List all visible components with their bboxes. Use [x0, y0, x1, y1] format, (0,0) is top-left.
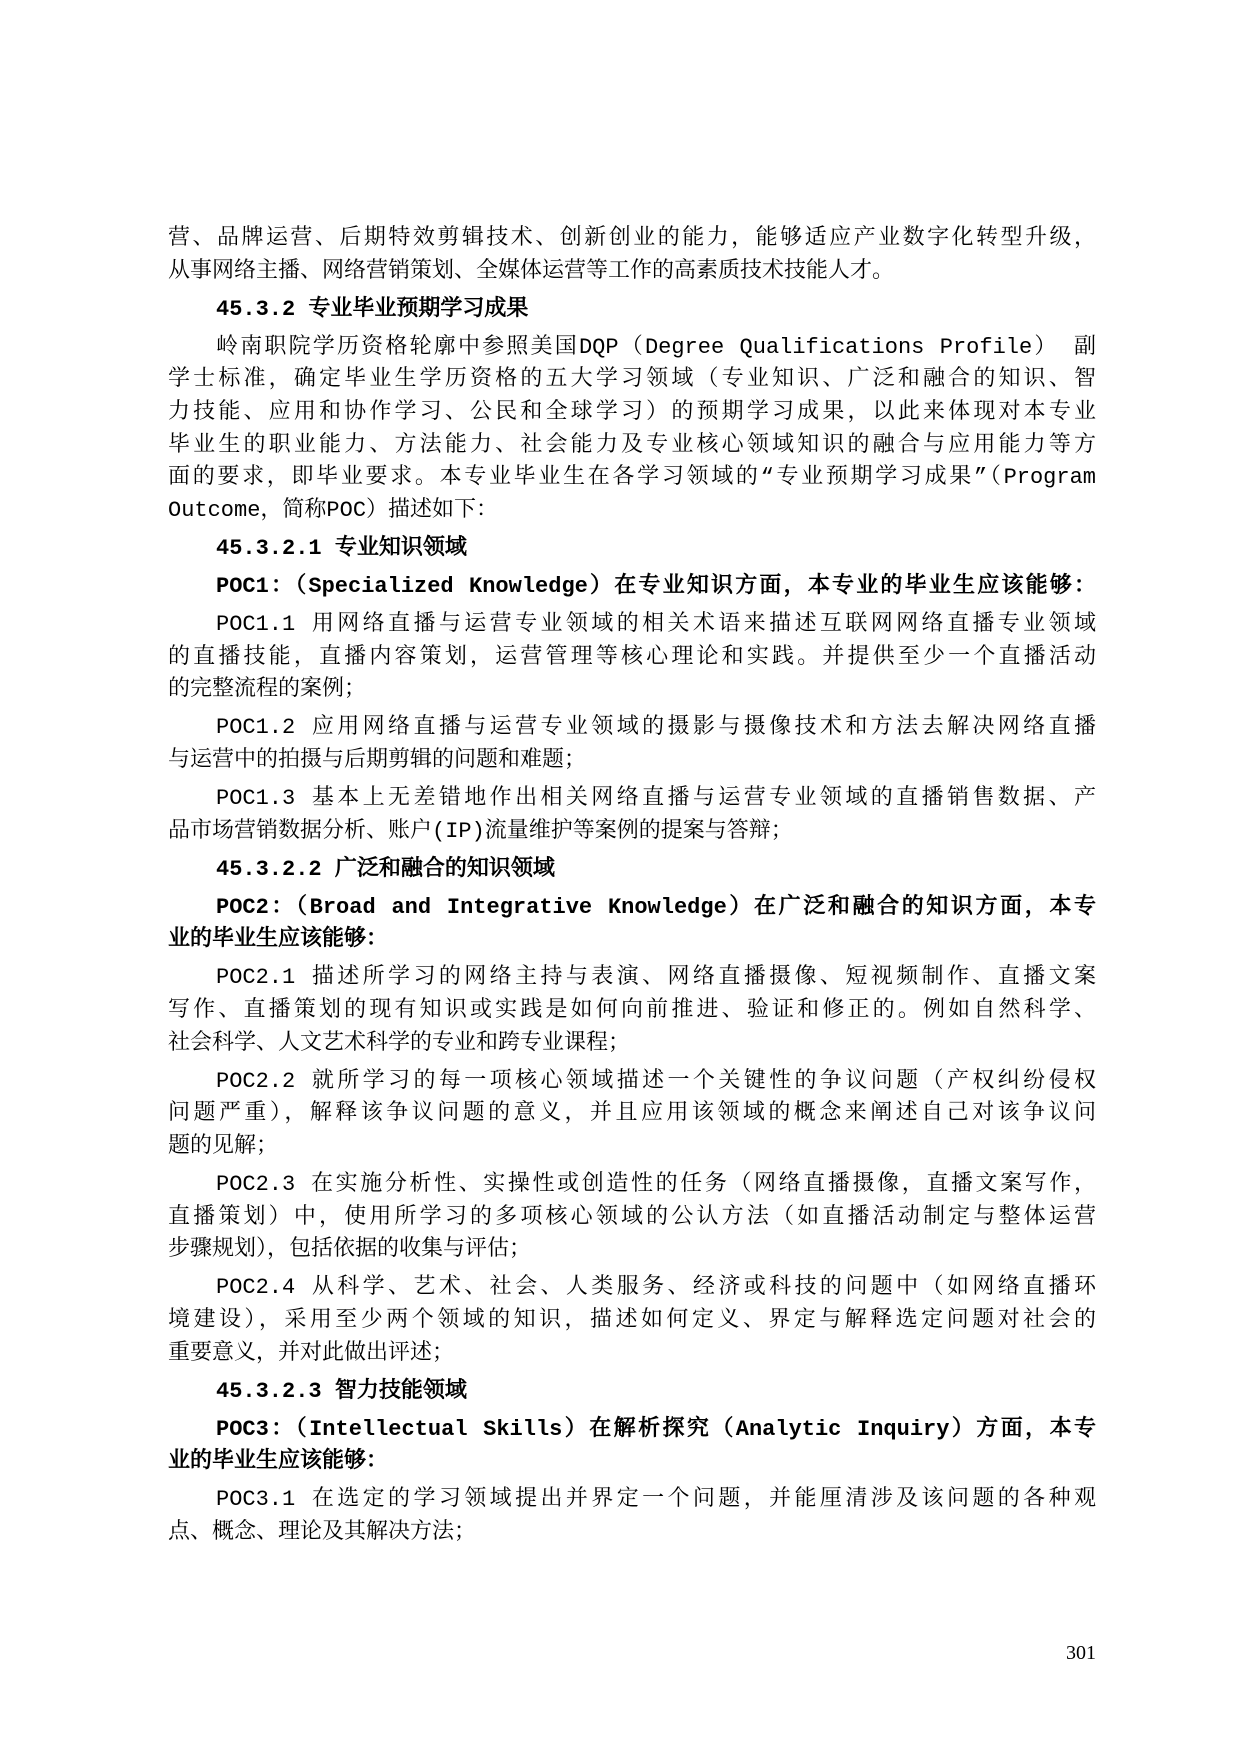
text-line: 的完整流程的案例；	[168, 677, 367, 703]
subsection-heading	[168, 854, 1096, 887]
page-number: 301	[1066, 1642, 1096, 1664]
text-line: 问题严重），解释该争议问题的意义，并且应用该领域的概念来阐述自己对该争议问	[168, 1101, 1096, 1127]
text-line: POC1.3 基本上无差错地作出相关网络直播与运营专业领域的直播销售数据、产	[216, 786, 1096, 811]
text-line: 品市场营销数据分析、账户(IP)流量维护等案例的提案与答辩；	[168, 818, 793, 844]
text-line: POC1.2 应用网络直播与运营专业领域的摄影与摄像技术和方法去解决网络直播	[216, 715, 1096, 741]
text-line: 题的见解；	[168, 1133, 279, 1159]
text-line: POC2.4 从科学、艺术、社会、人类服务、经济或科技的问题中（如网络直播环	[216, 1275, 1096, 1301]
text-line: Outcome，简称POC）描述如下：	[168, 497, 499, 523]
text-line: 毕业生的职业能力、方法能力、社会能力及专业核心领域知识的融合与应用能力等方	[168, 432, 1096, 458]
text-line: POC1：（Specialized Knowledge）在专业知识方面，本专业的毕业生应该能够：	[216, 573, 1096, 599]
poc-statement	[168, 892, 1096, 957]
outcome-item	[168, 1066, 1096, 1164]
subsection-heading	[168, 1376, 1096, 1409]
text-line: 步骤规划），包括依据的收集与评估；	[168, 1237, 532, 1263]
text-line: POC1.1 用网络直播与运营专业领域的相关术语来描述互联网网络直播专业领域	[216, 612, 1096, 638]
subsection-heading-text: 45.3.2.3 智力技能领域	[216, 1378, 467, 1404]
text-line: 业的毕业生应该能够：	[168, 1449, 389, 1475]
outcome-item	[168, 712, 1096, 777]
text-line: 面的要求，即毕业要求。本专业毕业生在各学习领域的“专业预期学习成果”（Program	[168, 465, 1096, 491]
text-line: POC2.3 在实施分析性、实操性或创造性的任务（网络直播摄像，直播文案写作，	[216, 1172, 1096, 1198]
text-line: 点、概念、理论及其解决方法；	[168, 1519, 477, 1545]
text-line: 业的毕业生应该能够：	[168, 927, 389, 953]
poc-statement	[168, 1414, 1096, 1479]
text-line: 的直播技能，直播内容策划，运营管理等核心理论和实践。并提供至少一个直播活动	[168, 644, 1096, 670]
text-line: POC2.2 就所学习的每一项核心领域描述一个关键性的争议问题（产权纠纷侵权	[216, 1068, 1096, 1094]
page-body	[168, 223, 1096, 1550]
continuation-paragraph	[168, 223, 1096, 288]
subsection-heading	[168, 533, 1096, 566]
text-line: 社会科学、人文艺术科学的专业和跨专业课程；	[168, 1030, 631, 1056]
text-line: 营、品牌运营、后期特效剪辑技术、创新创业的能力，能够适应产业数字化转型升级，	[168, 226, 1096, 251]
section-heading-text: 45.3.2 专业毕业预期学习成果	[216, 296, 529, 322]
subsection-heading-text: 45.3.2.2 广泛和融合的知识领域	[216, 856, 555, 882]
outcome-item	[168, 609, 1096, 707]
text-line: 学士标准，确定毕业生学历资格的五大学习领域（专业知识、广泛和融合的知识、智	[168, 367, 1096, 393]
outcome-item	[168, 1169, 1096, 1267]
text-line: POC3：（Intellectual Skills）在解析探究（Analytic Inquiry）方面，本专	[216, 1416, 1096, 1442]
text-line: POC3.1 在选定的学习领域提出并界定一个问题，并能厘清涉及该问题的各种观	[216, 1487, 1096, 1513]
text-line: 从事网络主播、网络营销策划、全媒体运营等工作的高素质技术技能人才。	[168, 258, 895, 284]
text-line: 力技能、应用和协作学习、公民和全球学习）的预期学习成果，以此来体现对本专业	[168, 399, 1096, 425]
outcome-item	[168, 962, 1096, 1060]
text-line: POC2：（Broad and Integrative Knowledge）在广泛和融合的知识方面，本专	[216, 894, 1096, 920]
text-line: 重要意义，并对此做出评述；	[168, 1340, 455, 1366]
outcome-item	[168, 1484, 1096, 1549]
text-line: POC2.1 描述所学习的网络主持与表演、网络直播摄像、短视频制作、直播文案	[216, 965, 1096, 991]
intro-paragraph	[168, 332, 1096, 528]
outcome-item	[168, 783, 1096, 848]
text-line: 直播策划）中，使用所学习的多项核心领域的公认方法（如直播活动制定与整体运营	[168, 1204, 1096, 1230]
subsection-heading-text: 45.3.2.1 专业知识领域	[216, 535, 467, 561]
text-line: 与运营中的拍摄与后期剪辑的问题和难题；	[168, 747, 587, 773]
section-heading	[168, 294, 1096, 327]
outcome-item	[168, 1272, 1096, 1370]
text-line: 写作、直播策划的现有知识或实践是如何向前推进、验证和修正的。例如自然科学、	[168, 998, 1096, 1024]
text-line: 境建设），采用至少两个领域的知识，描述如何定义、界定与解释选定问题对社会的	[168, 1307, 1096, 1333]
text-line: 岭南职院学历资格轮廓中参照美国DQP（Degree Qualifications Profile） 副	[216, 334, 1096, 360]
poc-statement	[168, 571, 1096, 604]
